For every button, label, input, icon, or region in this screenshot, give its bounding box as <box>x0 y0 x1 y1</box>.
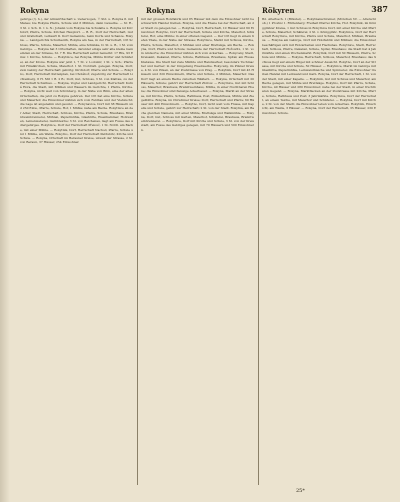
running-header <box>18 4 390 16</box>
printer-signature: 25* <box>296 488 305 494</box>
header-center-term: Rokyna <box>146 6 176 15</box>
page-spine-shadow <box>0 0 10 502</box>
column-divider-1 <box>137 17 138 485</box>
text-column-2: mit der grossen Holzfabrik und 85 Häuser mit dem die Einwohner nicht beschwerlich Handel treiben. Rokyna, und die Ebene bei der Herrschaft, an der Stadt zu gelegen bei. — Rokytná, Dorf, Herrschaft, 10 Häuser und 60 Einwohner; Rokytno, Dorf der Herrschaft, Schule und Kirche, Maierhof, Schäferei, Hof, eine Mühle; in einer offenen Gegend. — Der Ort liegt in einem tiefen Thale, in der Nähe der Strasse; Rokytnice, Markt mit Schloss, Kirche, Pfarre, Schule, Maierhof, 2 Mühlen und einer Brettsäge, am Bache. — Rokyna, Dorf, Pfarre und Schule; Gemeinde der Herrschaft Hořowitz, 1 St. vom Amtsorte; die Einwohner nähren sich vom Ackerbau. — Rokycany, Stadt, Kreisamt, Dekanat, Pfarre, Schule, Rathhaus, Brauhaus, Spital; am Flusse Klabawa. Die Stadt hat viele Märkte und Handwerker, besonders Tuchmacher und Gerber; in der Umgebung Eisenwerke. Rokycany, im Pilsner Kreise, 4 St. von Pilsen, an der Poststrasse von Prag. — Rokytnik, Dorf mit 45 Häusern und 320 Einwohnern, Pfarre und Schule, 2 Mühlen, Maierhof. Das Dorf liegt an einem Bache zwischen Wäldern. — Rokyna, Ortschaft mit 20 Häusern, Schule; gehört zur Herrschaft Zbirow. — Rokytnice, Gut mit Schloss, Maierhof, Brauhaus, Branntweinhaus, Mühle, in einer fruchtbaren Ebene; die Einwohner sind fleissige Ackerbauer. — Rokyna, Markt an der Strasse, mit Kirche, Pfarre, Schule, Rathhaus, Post, Einkehrhaus, Mühle und Ziegelhütte. Rokyna, im Chrudimer Kreise; Dorf, Herrschaft und Pfarre; 60 Häuser mit 400 Einwohnern. — Rokytno, Dorf, nicht weit vom Flusse, mit Kapelle und Schule, gehört zur Herrschaft; 2 St. von der Stadt. Rokytná, am Bache gleichen Namens, mit einer Mühle, Brettsäge und Walkmühle. — Rokyna, Dorf, Gut, Schloss mit Garten, Maierhof, Schäferei, Brauhaus, Branntweinbrennerei. — Rokytnice, Dorf mit Kirche und Schule, 3 St. von der Kreisstadt, am Fusse des Gebirges gelegen, mit 70 Häusern und 500 Einwohnern. <box>141 17 254 132</box>
column-divider-2 <box>258 17 259 485</box>
text-column-3: Bd. Alterbach. 1 (Bräutel). — Rokytnanschreiner, (Mönchen Nr. — Alterschloß.) 1 Provinz 1. Rüttenberg: Freiheit Pfarrei Kirche, Hof. Rokytnik, im Königgrätzer Kreise, 1 Gut Schloss in Rokytnice Dorf, mit einer Kirche und Pfarre, Schule, Maierhof, Schäferei; 2 St. v. Königgrätz. Rokytnice, Dorf der Herrschaft Rokytnice, mit Kirche, Pfarre und Schule, Maierhof, Mühlen, Brauhaus. — Rokyna am Gebirge, Dorf mit Holzfabrik und Mühlen; die Einwohner beschäftigen sich mit Holzarbeiten und Flachsbau. Rokytnice, Stadt, Herrschaft, Schloss, Pfarre, Dekanat, Schule, Spital, Brauhaus; die Stadt hat 4 Jahrmärkte und einen Wochenmarkt. Rokytnik, Dorf mit 30 Häusern, Pfarre, Schule und Mühle. — Rokyna, Herrschaft, Schloss, Maierhof, Brauhaus; das Schloss liegt auf einem Hügel mit schöner Aussicht. Rokytno, Dorf an der Strasse, mit Kirche und Schule, 50 Häuser. — Rokytnice, Markt im Gebirge mit Glashütte, Papiermühle, Leinwandbleiche und Spinnerei; die Einwohner treiben Handel mit Leinwand und Garn. Rokyna, Dorf der Herrschaft, 1 St. von der Stadt, mit einer Kapelle. — Rokytnik, Gut mit Schloss und Maierhof, am Bache gelegen, mit Mühle und Brettsäge. Rokytno, Dorf mit Pfarre, Schule, Kirche, 40 Häuser und 280 Einwohner; nahe bei der Stadt, in einer fruchtbaren Gegend. — Rokyna, Marktflecken an der Poststrasse mit Kirche, Pfarre, Schule, Rathhaus und Post; 3 Jahrmärkte. Rokytnice, Dorf der Herrschaft, an einem Teiche, mit Maierhof und Schäferei. — Rokytná, Dorf mit Kirche, 2 St. von der Stadt; die Einwohner leben vom Ackerbau. Rokytnik, Einschicht, am Walde, 3 Häuser. — Rokyna, Dorf der Herrschaft, 35 Häuser, 230 Einwohner, Schule. <box>262 17 376 115</box>
page-number: 387 <box>371 4 388 14</box>
text-column-1: gebirge (!). h.), der Almwirthschaft u. Ueberzogen, ½ Std. u. Rokyna fl. mit Manes; bie Rokyna Pfarre, Schule und 6 Mühlen, dann Gewerke. — Sr. R., 3 St. v. Sch. D. 1 n. N.; Johann vom Rokyna bie Schulalte u. Rokyna ist Kirchdorf, Pfarre, Schule. Kirchen Hauptort. — B. R., Dorf der Herrschaft, Gut und Grafschaft, verkauft D. Dorf Gemeinde, beim Dorfe und Schanze. Rokyna. — Landgerichts Schulbezirk, Rokyna am See, in der Herrschaft, Ort Schloss, Pfarre, Schule, Maierhof, Mühle, eine Schänke, D. St. u. B., 1 M. vom Gebirge. — Rokyna hat 3 Ortschaften, darunter einige sehr alte kleine Gemeinden an der Strasse, St. 7 R. Die Herrschaft selbst bemerkt: 17 Hfe, 93 Einw. 1 Kirche, Schule. — Rokytnice, bei Rokyna, Mühle Dörfer und Schäferei, an der Krone. Rokyna war jetzt 1, 7 St. v. Lodomir, 1 St. v. Sch.; Pfarre mit Filialkirchen, Schule, Maierhof. 1 St. Nordöstl. gelegen. Rokyna, Dorf, zum Gebirg der Herrschaft gehörig; Kirchdorf, Pfarre und Schule. — Rokytno, Dorf, Herrschaft Kuttenplan, bei Chotěboř, zugehörig zur Herrschaft Lichtenberg, 6 H. Mit 1 B. 2 B.; Dorf, Gut, Schloss, 3 St. von Klattau, zu der Herrschaft Schwihau. — Rokyna, Vogtei und Landgericht, Herrschaft: Kutná Hora, die Stadt, mit Mühlen und Wassern im Gerichte, 1 Pfarre, Kirche. — Rokyna, nicht weit von Schönberg, in der Nähe von Bilin, eine der alten Ortschaften, die jetzt zu Rokyna gehören. Der Ort hat eine Kirche, Schule und Maierhof; die Einwohner nähren sich vom Feldbau und der Viehzucht; die Lage ist angenehm und gesund. — Rokynavice, Dorf mit 38 Häusern und 250 Einw., Pfarre, Schule, Hof, 1 Mühle; nahe am Bache. Rokytnice an der Adler, Stadt, Herrschaft, Schloss, Kirche, Pfarre, Schule, Brauhaus, Branntweinbrennerei, Mühlen, Papiermühle, Glashütte, Eisenhammer, Holzwaren, Leinenweberei, Garnbleiche; 3 St. von Reichenau, liegt am Fusse des Adlergebirges. Rokytnice, Dorf der Herrschaft Přelouč, 1 St. Nördl. am Bache, mit einer Mühle. — Rokytnik, Dorf, Herrschaft Nachod, Pfarre, Schule und 1 Mühle, am Walde. Rokytno, Dorf der Herrschaft Pardubitz, Kirche und Schule. — Rokyna, Ortschaft im Berauner Kreise, unweit der Strasse, 2 St. von Beraun, 37 Häuser, 254 Einwohner. <box>20 17 133 145</box>
header-left-term: Rokyna <box>20 6 50 15</box>
header-right-term: Rökyren <box>262 6 295 15</box>
